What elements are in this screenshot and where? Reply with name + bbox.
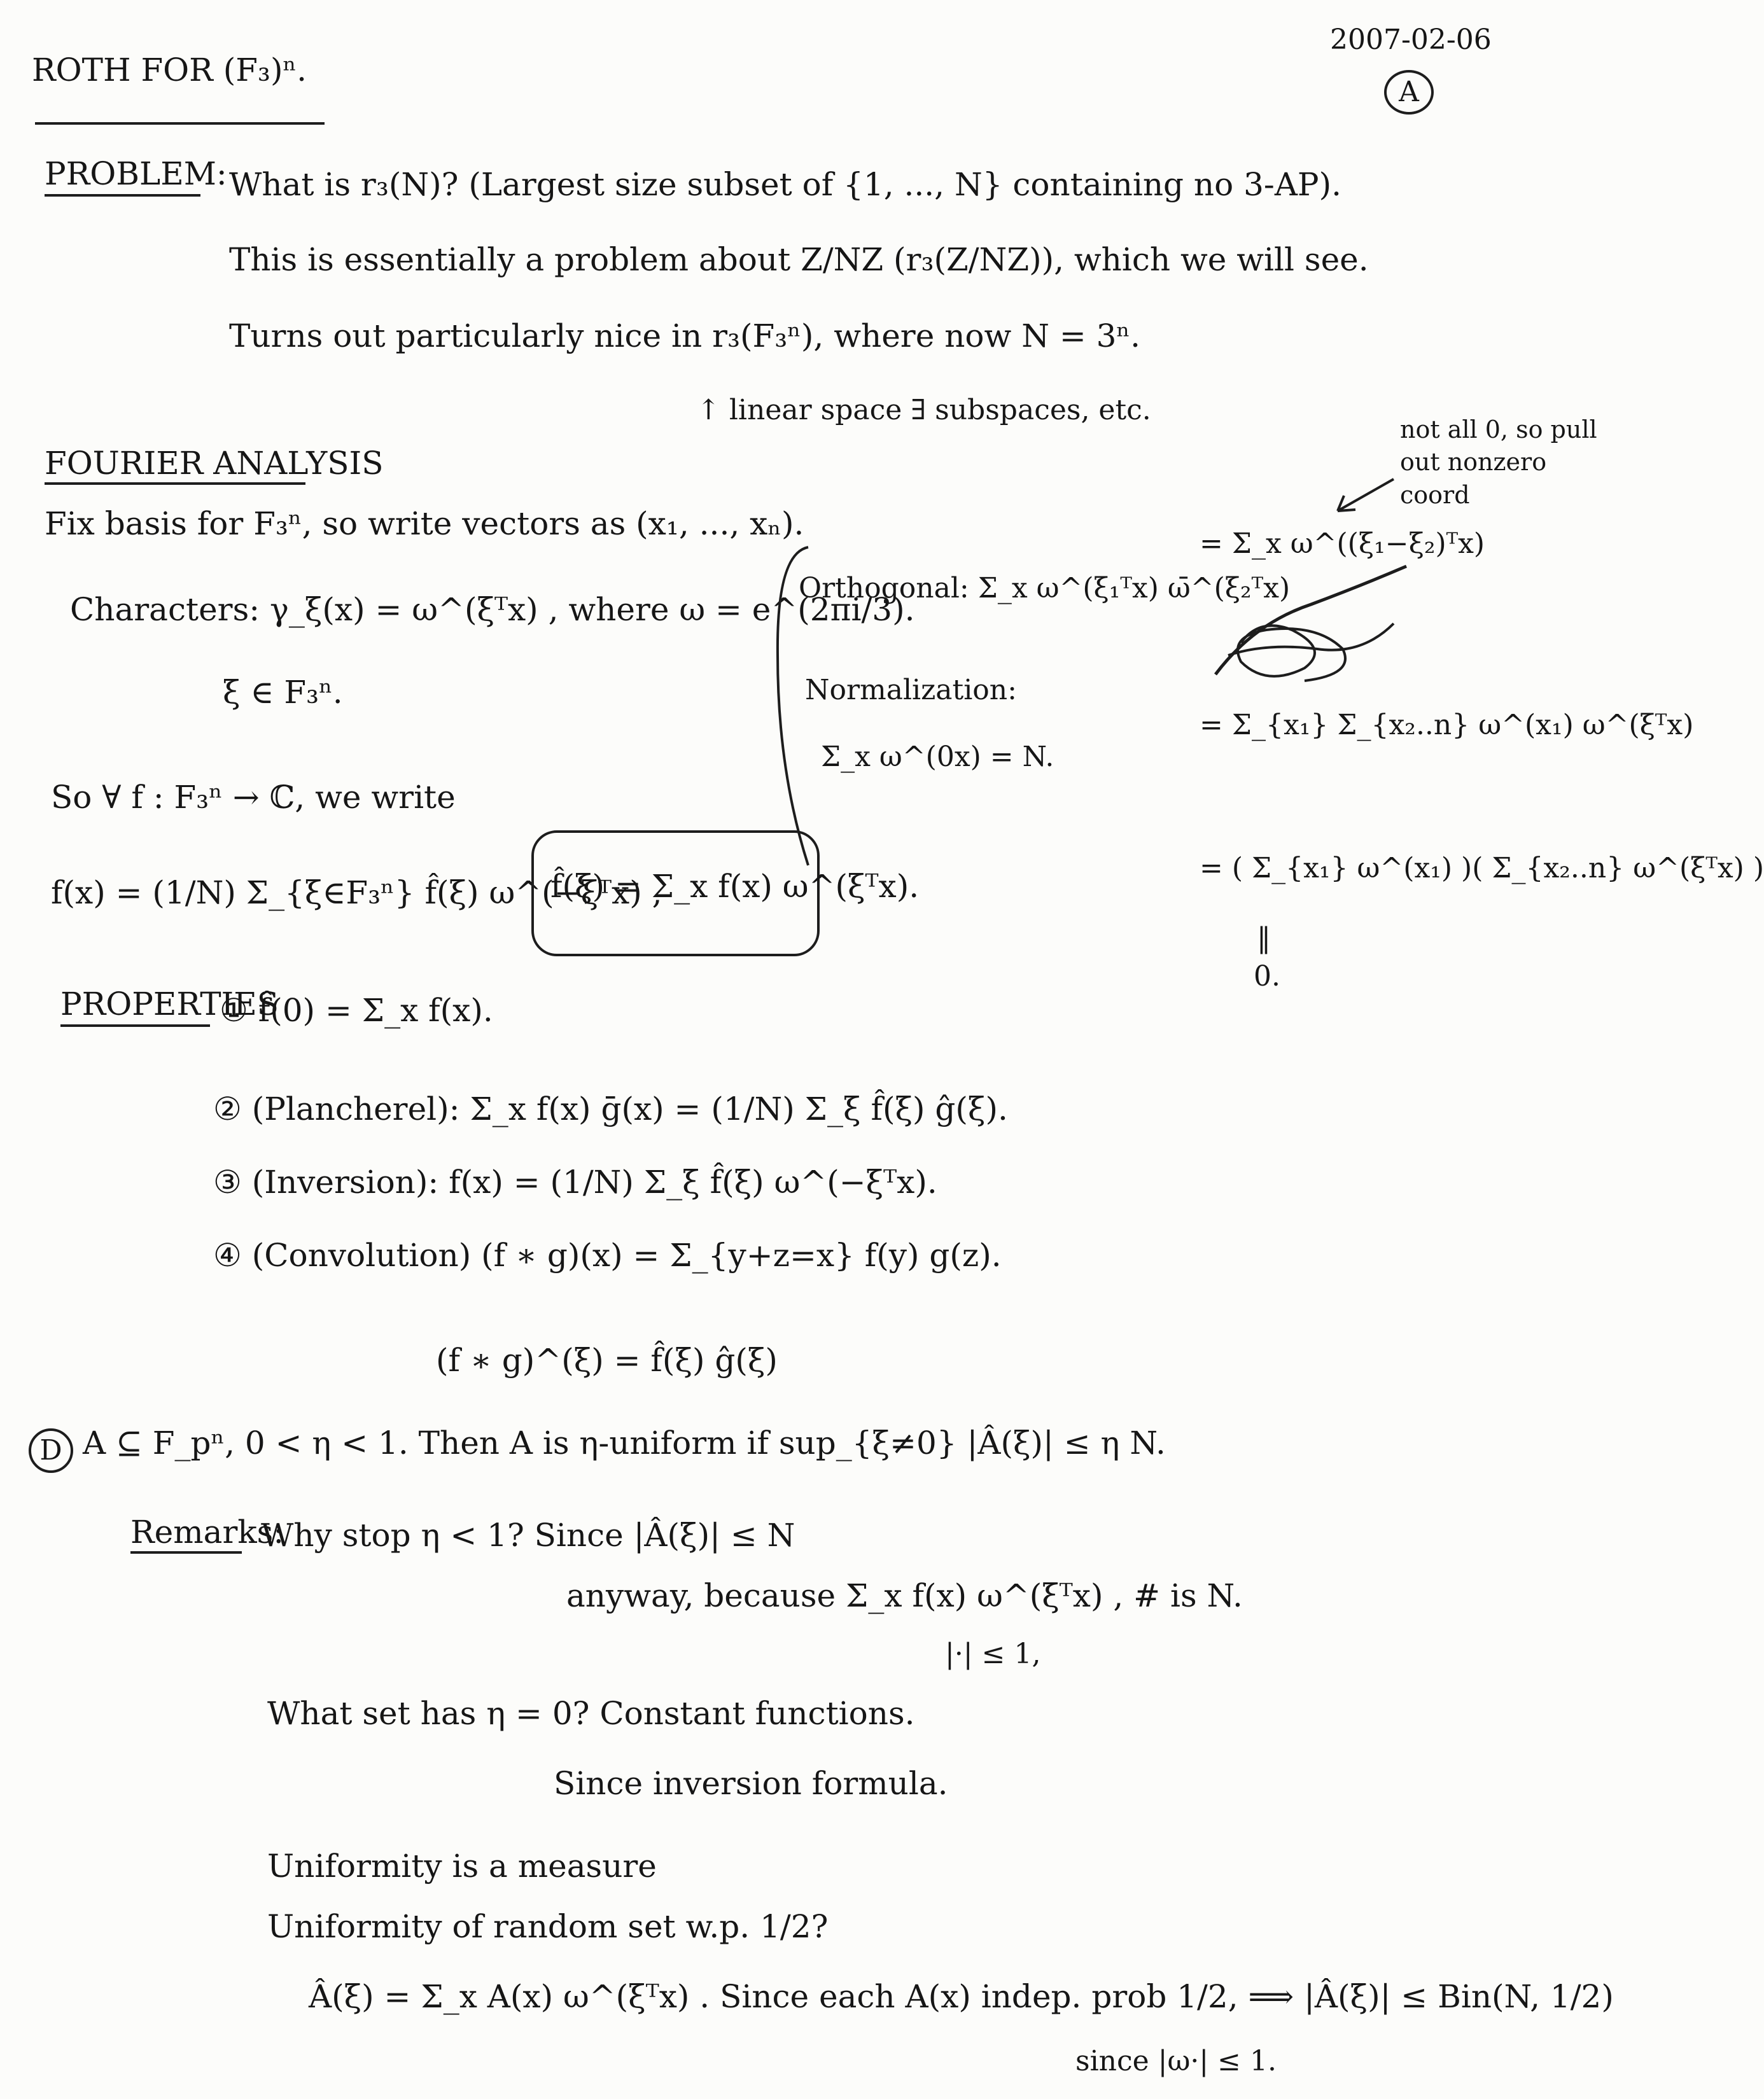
- problem-line-4: ↑ linear space ∃ subspaces, etc.: [697, 394, 1151, 426]
- property-4: ④ (Convolution) (f ∗ g)(x) = Σ_{y+z=x} f(y) g(z).: [213, 1237, 1002, 1274]
- remark-3: |·| ≤ 1,: [945, 1638, 1041, 1670]
- remark-6: Uniformity is a measure: [267, 1848, 657, 1885]
- calc-step-3: = ( Σ_{x₁} ω^(x₁) )( Σ_{x₂..n} ω^(ξᵀx) ): [1200, 852, 1764, 884]
- fourier-characters: Characters: γ_ξ(x) = ω^(ξᵀx) , where ω = e^(2πi/3).: [70, 591, 915, 628]
- fourier-inverse: f(x) = (1/N) Σ_{ξ∈F₃ⁿ} f̂(ξ) ω^(−ξᵀx) ,: [51, 874, 662, 911]
- normalization-label: Normalization:: [805, 674, 1017, 706]
- title-underline: [35, 122, 325, 125]
- problem-line-2: This is essentially a problem about Z/NZ (r₃(Z/NZ)), which we will see.: [229, 241, 1369, 278]
- calc-step-1: = Σ_x ω^((ξ₁−ξ₂)ᵀx): [1200, 527, 1485, 560]
- remark-5: Since inversion formula.: [554, 1765, 948, 1802]
- problem-heading: PROBLEM:: [45, 155, 227, 192]
- remarks-heading-underline: [130, 1551, 242, 1554]
- properties-heading: PROPERTIES: [60, 986, 279, 1022]
- property-4b: (f ∗ g)^(ξ) = f̂(ξ) ĝ(ξ): [436, 1342, 778, 1379]
- date: 2007-02-06: [1330, 24, 1492, 56]
- page-title: ROTH FOR (F₃)ⁿ.: [32, 52, 307, 88]
- calc-step-4: ‖: [1257, 922, 1271, 954]
- definition-text: A ⊆ F_pⁿ, 0 < η < 1. Then A is η-uniform if sup_{ξ≠0} |Â(ξ)| ≤ η N.: [83, 1425, 1166, 1461]
- property-1: ① f̂(0) = Σ_x f(x).: [220, 992, 493, 1029]
- page-label: A: [1384, 70, 1434, 115]
- remark-8: Â(ξ) = Σ_x A(x) ω^(ξᵀx) . Since each A(x) indep. prob 1/2, ⟹ |Â(ξ)| ≤ Bin(N, 1/2): [309, 1978, 1614, 2015]
- problem-heading-underline: [45, 194, 200, 197]
- calc-step-2: = Σ_{x₁} Σ_{x₂..n} ω^(x₁) ω^(ξᵀx): [1200, 709, 1694, 741]
- remarks-heading: Remarks:: [130, 1514, 284, 1551]
- fourier-heading-underline: [45, 482, 305, 485]
- property-2: ② (Plancherel): Σ_x f(x) ḡ(x) = (1/N) Σ_ξ f̂(ξ) ĝ(ξ).: [213, 1091, 1008, 1127]
- properties-heading-underline: [60, 1024, 210, 1027]
- note-arrow: [1330, 474, 1400, 519]
- remark-9: since |ω·| ≤ 1.: [1075, 2045, 1277, 2077]
- crossed-out-scribble: [1203, 547, 1419, 694]
- remark-7: Uniformity of random set w.p. 1/2?: [267, 1908, 829, 1945]
- normalization-formula: Σ_x ω^(0x) = N.: [821, 741, 1054, 773]
- remark-1: Why stop η < 1? Since |Â(ξ)| ≤ N: [261, 1517, 795, 1554]
- orthogonal-formula: Orthogonal: Σ_x ω^(ξ₁ᵀx) ω̄^(ξ₂ᵀx): [799, 572, 1291, 604]
- remark-2: anyway, because Σ_x f(x) ω^(ξᵀx) , # is N.: [566, 1577, 1243, 1614]
- fourier-so-for: So ∀ f : F₃ⁿ → ℂ, we write: [51, 779, 456, 816]
- property-3: ③ (Inversion): f(x) = (1/N) Σ_ξ f̂(ξ) ω^(−ξᵀx).: [213, 1164, 937, 1201]
- fourier-xi-in: ξ ∈ F₃ⁿ.: [223, 674, 343, 711]
- side-note: not all 0, so pull out nonzero coord: [1400, 415, 1597, 509]
- remark-4: What set has η = 0? Constant functions.: [267, 1695, 915, 1732]
- definition-label: D: [29, 1428, 73, 1473]
- fourier-heading: FOURIER ANALYSIS: [45, 445, 384, 482]
- fourier-basis: Fix basis for F₃ⁿ, so write vectors as (x₁, ..., xₙ).: [45, 505, 804, 542]
- problem-line-1: What is r₃(N)? (Largest size subset of {1, ..., N} containing no 3-AP).: [229, 166, 1341, 203]
- problem-line-3: Turns out particularly nice in r₃(F₃ⁿ), where now N = 3ⁿ.: [229, 317, 1140, 354]
- fourier-transform: f̂(ξ) = Σ_x f(x) ω^(ξᵀx).: [550, 868, 920, 905]
- calc-step-5: 0.: [1254, 960, 1280, 993]
